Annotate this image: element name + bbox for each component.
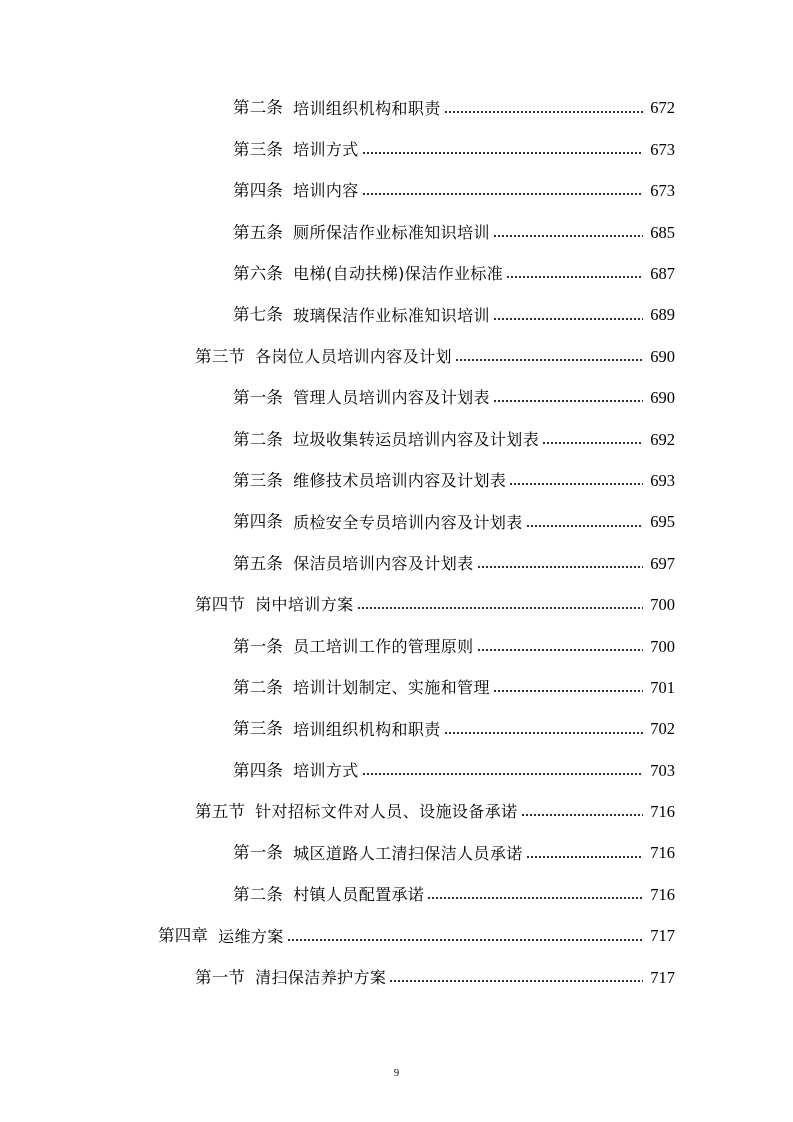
toc-dot-leader xyxy=(509,476,643,492)
toc-entry[interactable] xyxy=(0,792,793,833)
toc-entry-page: 703 xyxy=(650,760,675,780)
toc-entry-page: 700 xyxy=(650,636,675,656)
toc-entry[interactable] xyxy=(0,502,793,543)
toc-entry[interactable] xyxy=(0,709,793,750)
toc-entry-label: 第四节 xyxy=(195,595,246,615)
toc-entry-title: 岗中培训方案 xyxy=(255,595,354,615)
toc-dot-leader xyxy=(542,435,643,451)
toc-entry-title: 保洁员培训内容及计划表 xyxy=(293,553,474,573)
toc-entry-label: 第三条 xyxy=(233,470,284,490)
toc-entry[interactable] xyxy=(0,419,793,460)
toc-entry[interactable] xyxy=(0,171,793,212)
toc-entry[interactable] xyxy=(0,543,793,584)
toc-entry-label: 第一条 xyxy=(233,843,284,863)
toc-entry-page: 700 xyxy=(650,595,675,615)
toc-entry-page: 692 xyxy=(650,429,675,449)
toc-dot-leader xyxy=(444,725,643,741)
toc-entry-title: 维修技术员培训内容及计划表 xyxy=(293,471,507,491)
toc-dot-leader xyxy=(455,352,643,368)
toc-entry[interactable] xyxy=(0,378,793,419)
toc-entry-title: 培训组织机构和职责 xyxy=(293,719,441,739)
toc-entry-page: 690 xyxy=(650,346,675,366)
toc-entry-title: 垃圾收集转运员培训内容及计划表 xyxy=(293,429,540,449)
toc-dot-leader xyxy=(362,186,643,202)
toc-entry-label: 第三条 xyxy=(233,139,284,159)
toc-dot-leader xyxy=(362,766,643,782)
toc-entry-label: 第七条 xyxy=(233,305,284,325)
toc-entry-page: 717 xyxy=(650,926,675,946)
toc-entry-label: 第一条 xyxy=(233,388,284,408)
toc-entry-label: 第二条 xyxy=(233,884,284,904)
toc-entry-title: 清扫保洁养护方案 xyxy=(255,967,387,987)
toc-entry-page: 716 xyxy=(650,884,675,904)
toc-entry-label: 第一条 xyxy=(233,636,284,656)
page-number: 9 xyxy=(393,1068,400,1079)
toc-entry-title: 培训组织机构和职责 xyxy=(293,98,441,118)
toc-entry-page: 693 xyxy=(650,470,675,490)
toc-entry-title: 培训内容 xyxy=(293,181,359,201)
toc-entry[interactable] xyxy=(0,667,793,708)
toc-entry-title: 城区道路人工清扫保洁人员承诺 xyxy=(293,843,523,863)
toc-entry[interactable] xyxy=(0,916,793,957)
toc-dot-leader xyxy=(493,311,643,327)
toc-dot-leader xyxy=(493,393,643,409)
toc-entry-title: 培训方式 xyxy=(293,140,359,160)
toc-entry[interactable] xyxy=(0,461,793,502)
toc-entry-page: 702 xyxy=(650,719,675,739)
toc-entry-page: 690 xyxy=(650,388,675,408)
toc-entry-page: 673 xyxy=(650,181,675,201)
toc-entry[interactable] xyxy=(0,750,793,791)
toc-dot-leader xyxy=(287,932,643,948)
toc-entry-page: 685 xyxy=(650,222,675,242)
toc-entry-page: 697 xyxy=(650,553,675,573)
toc-entry-title: 玻璃保洁作业标准知识培训 xyxy=(293,305,490,325)
toc-entry-label: 第三条 xyxy=(233,719,284,739)
toc-entry-label: 第二条 xyxy=(233,98,284,118)
toc-entry[interactable] xyxy=(0,585,793,626)
toc-dot-leader xyxy=(506,269,643,285)
toc-entry-label: 第五条 xyxy=(233,222,284,242)
toc-entry-label: 第二条 xyxy=(233,429,284,449)
toc-entry-title: 员工培训工作的管理原则 xyxy=(293,636,474,656)
toc-entry-title: 运维方案 xyxy=(218,926,284,946)
toc-dot-leader xyxy=(357,600,643,616)
table-of-contents xyxy=(0,88,793,999)
toc-entry-label: 第五条 xyxy=(233,553,284,573)
toc-entry[interactable] xyxy=(0,833,793,874)
toc-dot-leader xyxy=(362,145,643,161)
toc-entry[interactable] xyxy=(0,212,793,253)
toc-entry[interactable] xyxy=(0,336,793,377)
toc-entry[interactable] xyxy=(0,295,793,336)
toc-entry-page: 695 xyxy=(650,512,675,532)
toc-entry-page: 673 xyxy=(650,139,675,159)
toc-dot-leader xyxy=(493,683,643,699)
toc-entry-page: 701 xyxy=(650,677,675,697)
toc-entry-title: 管理人员培训内容及计划表 xyxy=(293,388,490,408)
toc-dot-leader xyxy=(427,890,643,906)
toc-entry-label: 第二条 xyxy=(233,677,284,697)
toc-entry-title: 村镇人员配置承诺 xyxy=(293,885,425,905)
toc-entry-page: 717 xyxy=(650,967,675,987)
toc-entry-page: 687 xyxy=(650,264,675,283)
toc-entry-page: 716 xyxy=(650,802,675,822)
toc-entry[interactable] xyxy=(0,254,793,295)
toc-entry-page: 689 xyxy=(650,305,675,325)
toc-entry-label: 第三节 xyxy=(195,346,246,366)
toc-entry-title: 培训计划制定、实施和管理 xyxy=(293,678,490,698)
toc-entry[interactable] xyxy=(0,88,793,129)
toc-dot-leader xyxy=(526,518,643,534)
toc-entry-label: 第四条 xyxy=(233,512,284,532)
toc-entry-label: 第一节 xyxy=(195,967,246,987)
toc-entry-title: 各岗位人员培训内容及计划 xyxy=(255,347,452,367)
toc-entry-page: 672 xyxy=(650,98,675,118)
toc-entry-page: 716 xyxy=(650,843,675,863)
toc-dot-leader xyxy=(526,849,643,865)
toc-dot-leader xyxy=(389,973,643,989)
toc-entry[interactable] xyxy=(0,129,793,170)
toc-entry-title: 培训方式 xyxy=(293,760,359,780)
toc-dot-leader xyxy=(477,559,643,575)
toc-dot-leader xyxy=(493,228,643,244)
toc-entry-label: 第四条 xyxy=(233,760,284,780)
toc-dot-leader xyxy=(444,104,643,120)
toc-entry-title: 厕所保洁作业标准知识培训 xyxy=(293,222,490,242)
toc-dot-leader xyxy=(521,807,643,823)
toc-entry-title: 质检安全专员培训内容及计划表 xyxy=(293,512,523,532)
toc-entry-label: 第四条 xyxy=(233,181,284,201)
toc-entry-title: 电梯(自动扶梯)保洁作业标准 xyxy=(293,264,504,284)
toc-dot-leader xyxy=(477,642,643,658)
toc-entry-label: 第五节 xyxy=(195,802,246,822)
toc-entry[interactable] xyxy=(0,874,793,915)
toc-entry-title: 针对招标文件对人员、设施设备承诺 xyxy=(255,802,518,822)
toc-entry-label: 第六条 xyxy=(233,264,284,283)
toc-entry[interactable] xyxy=(0,626,793,667)
toc-entry[interactable] xyxy=(0,957,793,998)
toc-entry-label: 第四章 xyxy=(158,926,209,946)
